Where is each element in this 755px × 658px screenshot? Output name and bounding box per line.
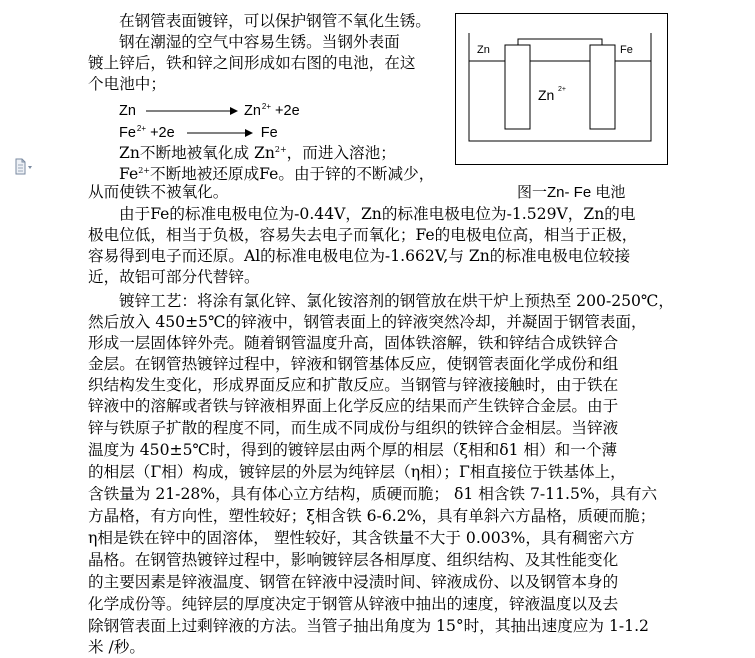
right-arrow-icon [146,106,238,116]
reaction-zn-product: Zn [243,102,261,119]
note-fe-charge: 2+ [138,166,150,175]
para-line: 镀锌工艺：将涂有氯化锌、氯化铵溶剂的钢管放在烘干炉上预热至 200-250℃， [119,292,675,310]
zn-ion-label: Zn [538,87,555,103]
reaction-zn-charge: 2+ [261,102,272,111]
intro-line-2: 钢在潮湿的空气中容易生锈。当钢外表面 [119,33,400,51]
figure-caption-text: Zn- Fe 电池 [547,184,626,201]
note-fe-text: Fe [119,165,139,184]
note-fe-reduced [119,161,434,184]
para-line: 锌与铁原子扩散的程度不同，而生成不同成份与组织的铁锌合金相层。当锌液 [88,419,619,437]
para-line: 容易得到电子而还原。Al的标准电极电位为-1.662V,与 Zn的标准电极电位较接 [88,247,631,265]
para-line: 由于Fe的标准电极电位为-0.44V，Zn的标准电极电位为-1.529V，Zn的电 [119,205,636,223]
reaction-fe-electrons: +2e [146,124,175,141]
note-fe-text-tail: 不断地被还原成Fe。由于锌的不断减少， [150,165,435,184]
reaction-fe-product: Fe [260,124,278,141]
para-line: 除钢管表面上过剩锌液的方法。当管子抽出角度为 15°时，其抽出速度应为 1-1.2 [88,617,649,635]
para-line: 化学成份等。纯锌层的厚度决定于钢管从锌液中抽出的速度，锌液温度以及去 [88,595,619,613]
para-line: 温度为 450±5℃时，得到的镀锌层由两个厚的相层（ξ相和δ1 相）和一个薄 [88,441,618,459]
para-line: 近，故铝可部分代替锌。 [88,268,260,286]
reaction-fe-reactant: Fe [119,124,136,141]
intro-line-4: 个电池中； [88,75,166,93]
para-line: 极电位低，相当于负极，容易失去电子而氧化；Fe的电极电位高，相当于正极， [88,226,638,244]
para-line: 然后放入 450±5℃的锌液中，钢管表面上的锌液突然冷却，并凝固于钢管表面， [88,313,647,331]
right-arrow-icon [187,128,253,138]
reaction-zn-oxidation [119,97,300,121]
note-zn-text: Zn不断地被氧化成 Zn [119,144,275,163]
reaction-fe-charge: 2+ [136,124,147,133]
para-line: 米 /秒。 [88,638,145,656]
para-line: 锌液中的溶解或者铁与锌液相界面上化学反应的结果而产生铁锌合金层。由于 [88,397,619,415]
fe-electrode-label: Fe [620,44,633,56]
document-menu-icon[interactable] [14,158,36,176]
figure-caption [517,181,625,202]
note-zn-oxidized [119,140,396,163]
zn-fe-cell-diagram [455,13,668,165]
reaction-zn-electrons: +2e [271,102,300,119]
para-line: 的相层（Γ相）构成，镀锌层的外层为纯锌层（η相）；Γ相直接位于铁基体上， [88,463,626,481]
para-line: 的主要因素是锌液温度、钢管在锌液中浸渍时间、锌液成份、以及钢管本身的 [88,573,619,591]
zn-ion-charge: 2+ [558,86,566,93]
note-zn-text-tail: ，而进入溶池； [286,144,396,163]
intro-line-3: 镀上锌后，铁和锌之间形成如右图的电池，在这 [88,54,416,72]
para-line: 金层。在钢管热镀锌过程中，锌液和钢管基体反应，使钢管表面化学成份和组 [88,355,619,373]
para-line: 晶格。在钢管热镀锌过程中，影响镀锌层各相厚度、组织结构、及其性能变化 [88,551,619,569]
zn-electrode-label: Zn [477,44,490,56]
para-line: 形成一层固体锌外壳。随着钢管温度升高，固体铁溶解，铁和锌结合成铁锌合 [88,334,619,352]
note-zn-charge: 2+ [274,145,287,154]
figure-caption-prefix: 图一 [517,183,548,201]
reaction-zn-reactant: Zn [119,102,136,119]
para-line: 方晶格，有方向性，塑性较好；ξ相含铁 6-6.2%，具有单斜六方晶格，质硬而脆； [88,507,656,525]
intro-line-1: 在钢管表面镀锌，可以保护钢管不氧化生锈。 [119,12,431,30]
zn-electrode [505,45,530,129]
para-line: 织结构发生变化，形成界面反应和扩散反应。当钢管与锌液接触时，由于铁在 [88,376,619,394]
para-line: 含铁量为 21-28%，具有体心立方结构，质硬而脆； δ1 相含铁 7-11.5%，具有六 [88,485,658,503]
note-conclusion: 从而使铁不被氧化。 [88,183,229,201]
fe-electrode [590,45,615,129]
para-line: η相是铁在锌中的固溶体， 塑性较好，其含铁量不大于 0.003%，具有稠密六方 [88,529,635,547]
